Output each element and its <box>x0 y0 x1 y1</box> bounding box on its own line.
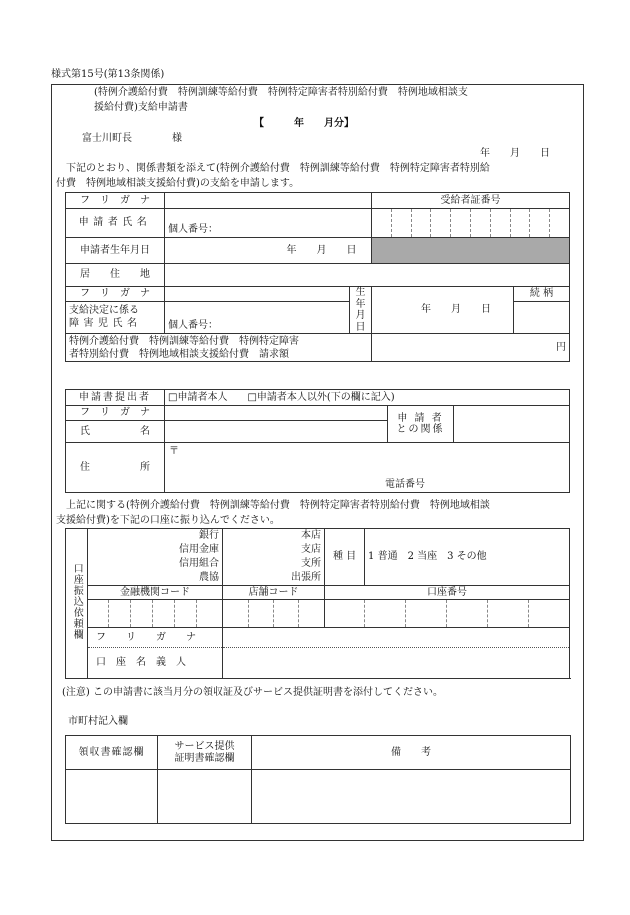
applicant-name-input[interactable] <box>165 209 372 238</box>
form-title-line2: 援給付費)支給申請書 <box>94 102 188 113</box>
submitter-options <box>165 390 570 406</box>
bank-name-input[interactable]: 銀行 信用金庫 信用組合 農協 <box>88 529 223 586</box>
checkbox-self[interactable]: □申請者本人 <box>168 391 228 403</box>
relation-label: 続 柄 <box>514 287 570 302</box>
transfer-intro-line1: 上記に関する(特例介護給付費 特例訓練等給付費 特例特定障害者特別給付費 特例地域相談 <box>66 500 490 511</box>
intro-line2: 付費 特例地域相談支援給付費)の支給を申請します。 <box>56 178 300 189</box>
bank-code-digit[interactable] <box>109 600 131 628</box>
phone-label: 電話番号 <box>385 479 425 490</box>
child-furigana-input[interactable] <box>165 287 350 302</box>
service-check-label: サービス提供 証明書確認欄 <box>158 736 252 770</box>
submitter-label: 申請書提出者 <box>66 390 165 406</box>
submitter-relation-input[interactable] <box>454 406 570 443</box>
form-title-line1: (特例介護給付費 特例訓練等給付費 特例特定障害者特別給付費 特例地域相談支 <box>94 87 468 98</box>
kind-label: 種 目 <box>325 529 365 586</box>
claim-amount-input[interactable]: 円 <box>372 334 570 362</box>
furigana-label: フ リ ガ ナ <box>66 193 165 209</box>
claim-label: 特例介護給付費 特例訓練等給付費 特例特定障害 者特別給付費 特例地域相談支援給付費 請求額 <box>66 334 372 362</box>
intro-line1: 下記のとおり、関係書類を添えて(特例介護給付費 特例訓練等給付費 特例特定障害者特別給 <box>66 163 490 174</box>
submitter-address-input[interactable] <box>165 443 570 493</box>
applicant-name-label: 申請者氏名 <box>66 209 165 238</box>
child-name-input[interactable] <box>165 302 350 334</box>
bank-code-digit[interactable] <box>153 600 175 628</box>
personal-no-label: 個人番号： <box>168 223 218 235</box>
branch-code-digit[interactable] <box>274 600 299 628</box>
holder-labels: フ リ ガ ナ 口 座 名 義 人 <box>88 628 223 679</box>
receipt-check-label: 領収書確認欄 <box>66 736 158 770</box>
account-no-label: 口座番号 <box>325 586 570 600</box>
branch-name-input[interactable]: 本店 支店 支所 出張所 <box>223 529 325 586</box>
child-personal-no-label: 個人番号： <box>168 319 218 331</box>
furigana-input[interactable] <box>165 193 372 209</box>
branch-code-digit[interactable] <box>299 600 325 628</box>
branch-code-label: 店舗コード <box>223 586 325 600</box>
child-name-label: 支給決定に係る 障害児氏名 <box>66 302 165 334</box>
gray-cell <box>372 238 570 264</box>
account-no-digit[interactable] <box>488 600 529 628</box>
submitter-table <box>65 389 570 493</box>
remarks-label: 備 考 <box>252 736 571 770</box>
note: (注意) この申請書に該当月分の領収証及びサービス提供証明書を添付してください。 <box>62 687 443 698</box>
submitter-address-label: 住 所 <box>66 443 165 493</box>
application-date[interactable]: 年 月 日 <box>480 148 550 159</box>
postal-mark: 〒 <box>169 446 179 457</box>
child-furigana-label: フ リ ガ ナ <box>66 287 165 302</box>
bank-code-digit[interactable] <box>175 600 197 628</box>
child-birth-label: 生 年 月 日 <box>350 287 372 334</box>
account-no-digit[interactable] <box>325 600 365 628</box>
recipient-no-label: 受給者証番号 <box>372 193 570 209</box>
form-number: 様式第15号(第13条関係) <box>51 69 165 80</box>
branch-code-digit[interactable] <box>249 600 274 628</box>
account-no-digit[interactable] <box>365 600 406 628</box>
recipient-no-boxes[interactable] <box>372 209 570 238</box>
addressee: 富士川町長 様 <box>82 133 182 144</box>
transfer-intro-line2: 支援給付費)を下記の口座に振り込んでください。 <box>56 515 280 526</box>
transfer-table <box>65 528 570 679</box>
month-field[interactable]: 【 年 月分】 <box>254 118 354 129</box>
child-birth-input[interactable]: 年 月 日 <box>372 287 514 334</box>
account-no-digit[interactable] <box>406 600 447 628</box>
submitter-name-label: 氏 名 <box>66 421 165 443</box>
municipal-title: 市町村記入欄 <box>68 716 128 727</box>
receipt-check-input[interactable] <box>66 770 158 824</box>
bank-code-label: 金融機関コード <box>88 586 223 600</box>
bank-code-digit[interactable] <box>131 600 153 628</box>
account-no-digit[interactable] <box>529 600 570 628</box>
address-label: 居 住 地 <box>66 264 165 287</box>
bank-code-digit[interactable] <box>88 600 109 628</box>
submitter-name-input[interactable] <box>165 421 388 443</box>
relation-input[interactable] <box>514 302 570 334</box>
submitter-relation-label: 申 請 者 との関係 <box>388 406 454 443</box>
transfer-side-label: 口座振込依頼欄 <box>66 529 88 679</box>
municipal-table <box>65 735 571 824</box>
submitter-furigana-input[interactable] <box>165 406 388 421</box>
bank-code-digit[interactable] <box>197 600 223 628</box>
birth-input[interactable]: 年 月 日 <box>165 238 372 264</box>
birth-label: 申請者生年月日 <box>66 238 165 264</box>
submitter-furigana-label: フ リ ガ ナ <box>66 406 165 421</box>
account-no-digit[interactable] <box>447 600 488 628</box>
applicant-table <box>65 192 570 362</box>
checkbox-other[interactable]: □申請者本人以外(下の欄に記入) <box>247 391 395 403</box>
branch-code-digit[interactable] <box>223 600 249 628</box>
kind-options[interactable]: 1 普通 2 当座 3 その他 <box>365 529 570 586</box>
remarks-input[interactable] <box>252 770 571 824</box>
service-check-input[interactable] <box>158 770 252 824</box>
holder-input[interactable] <box>223 628 570 679</box>
address-input[interactable] <box>165 264 570 287</box>
